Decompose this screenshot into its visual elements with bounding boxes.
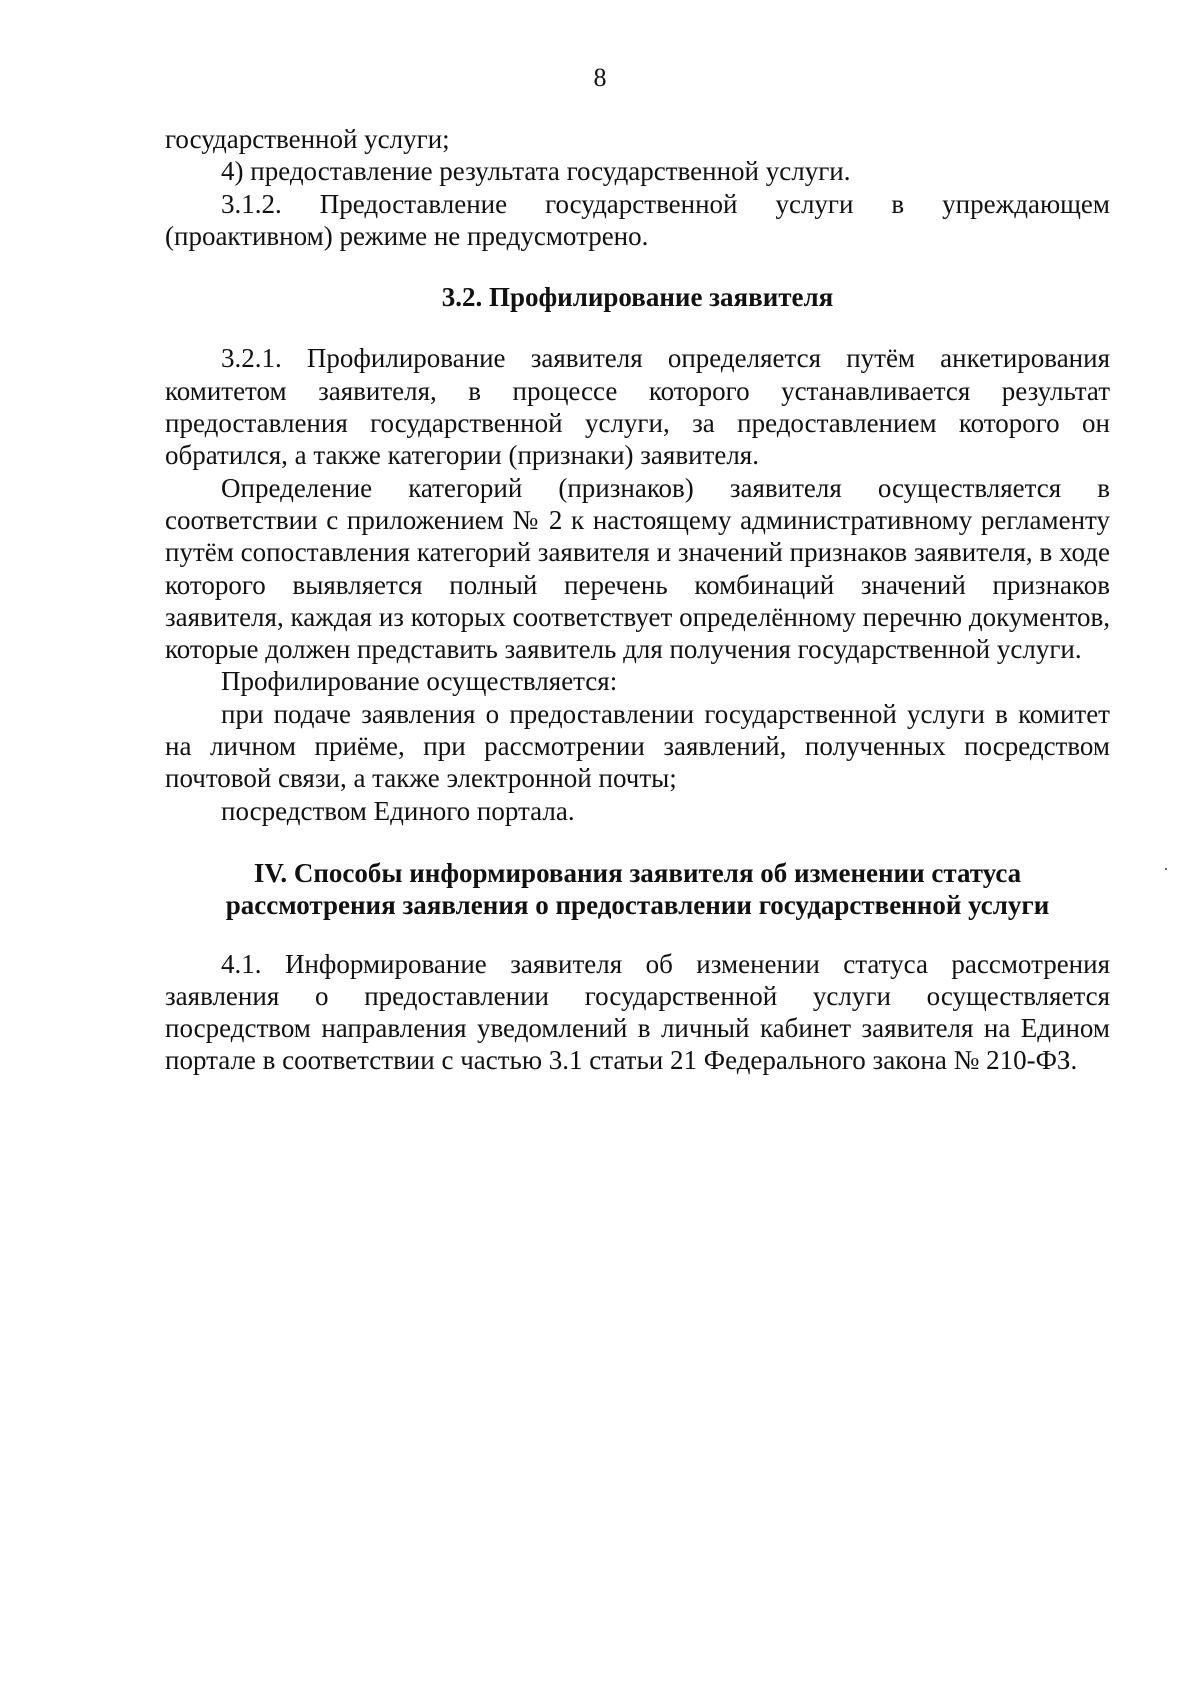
document-body — [165, 123, 1110, 1077]
page-number: 8 — [593, 63, 607, 92]
section-heading-iv — [165, 857, 1110, 922]
paragraph-item-4: 4) предоставление результата государственной услуги. — [221, 156, 851, 187]
paragraph-continuation: государственной услуги; — [165, 124, 450, 154]
paragraph-4-1: 4.1. Информирование заявителя об изменении статуса рассмотрения заявления о предоставлении государственной услуги осуществляется посредством направления уведомлений в личный кабинет заявителя на Едином портале в соответствии с частью 3.1 статьи 21 Федерального закона № 210-ФЗ. — [165, 948, 1110, 1076]
section-heading-iv-line-2: рассмотрения заявления о предоставлении государственной услуги — [225, 890, 1050, 921]
scan-speck — [1165, 868, 1167, 870]
paragraph-3-2-1: 3.2.1. Профилирование заявителя определяется путём анкетирования комитетом заявителя, в процессе которого устанавливается результат предоставления государственной услуги, за предоставлением которого он обратился, а также категории (признаки) заявителя. — [165, 343, 1110, 471]
paragraph-profiling-intro: Профилирование осуществляется: — [221, 666, 618, 697]
section-heading-iv-line-1: IV. Способы информирования заявителя об изменении статуса — [253, 857, 1022, 888]
paragraph-3-1-2: 3.1.2. Предоставление государственной услуги в упреждающем (проактивном) режиме не предусмотрено. — [165, 188, 1110, 251]
paragraph-profiling-in-person: при подаче заявления о предоставлении государственной услуги в комитет на личном приёме, при рассмотрении заявлений, полученных посредством почтовой связи, а также электронной почты; — [165, 698, 1110, 794]
paragraph-profiling-portal: посредством Единого портала. — [221, 795, 575, 826]
section-heading-3-2: 3.2. Профилирование заявителя — [441, 282, 834, 313]
paragraph-categories-definition: Определение категорий (признаков) заявителя осуществляется в соответствии с приложением № 2 к настоящему административному регламенту путём сопоставления категорий заявителя и значений признаков заявителя, в ходе которого выявляется полный перечень комбинаций значений признаков заявителя, каждая из которых соответствует определённому перечню документов, которые должен представить заявитель для получения государственной услуги. — [165, 472, 1110, 665]
